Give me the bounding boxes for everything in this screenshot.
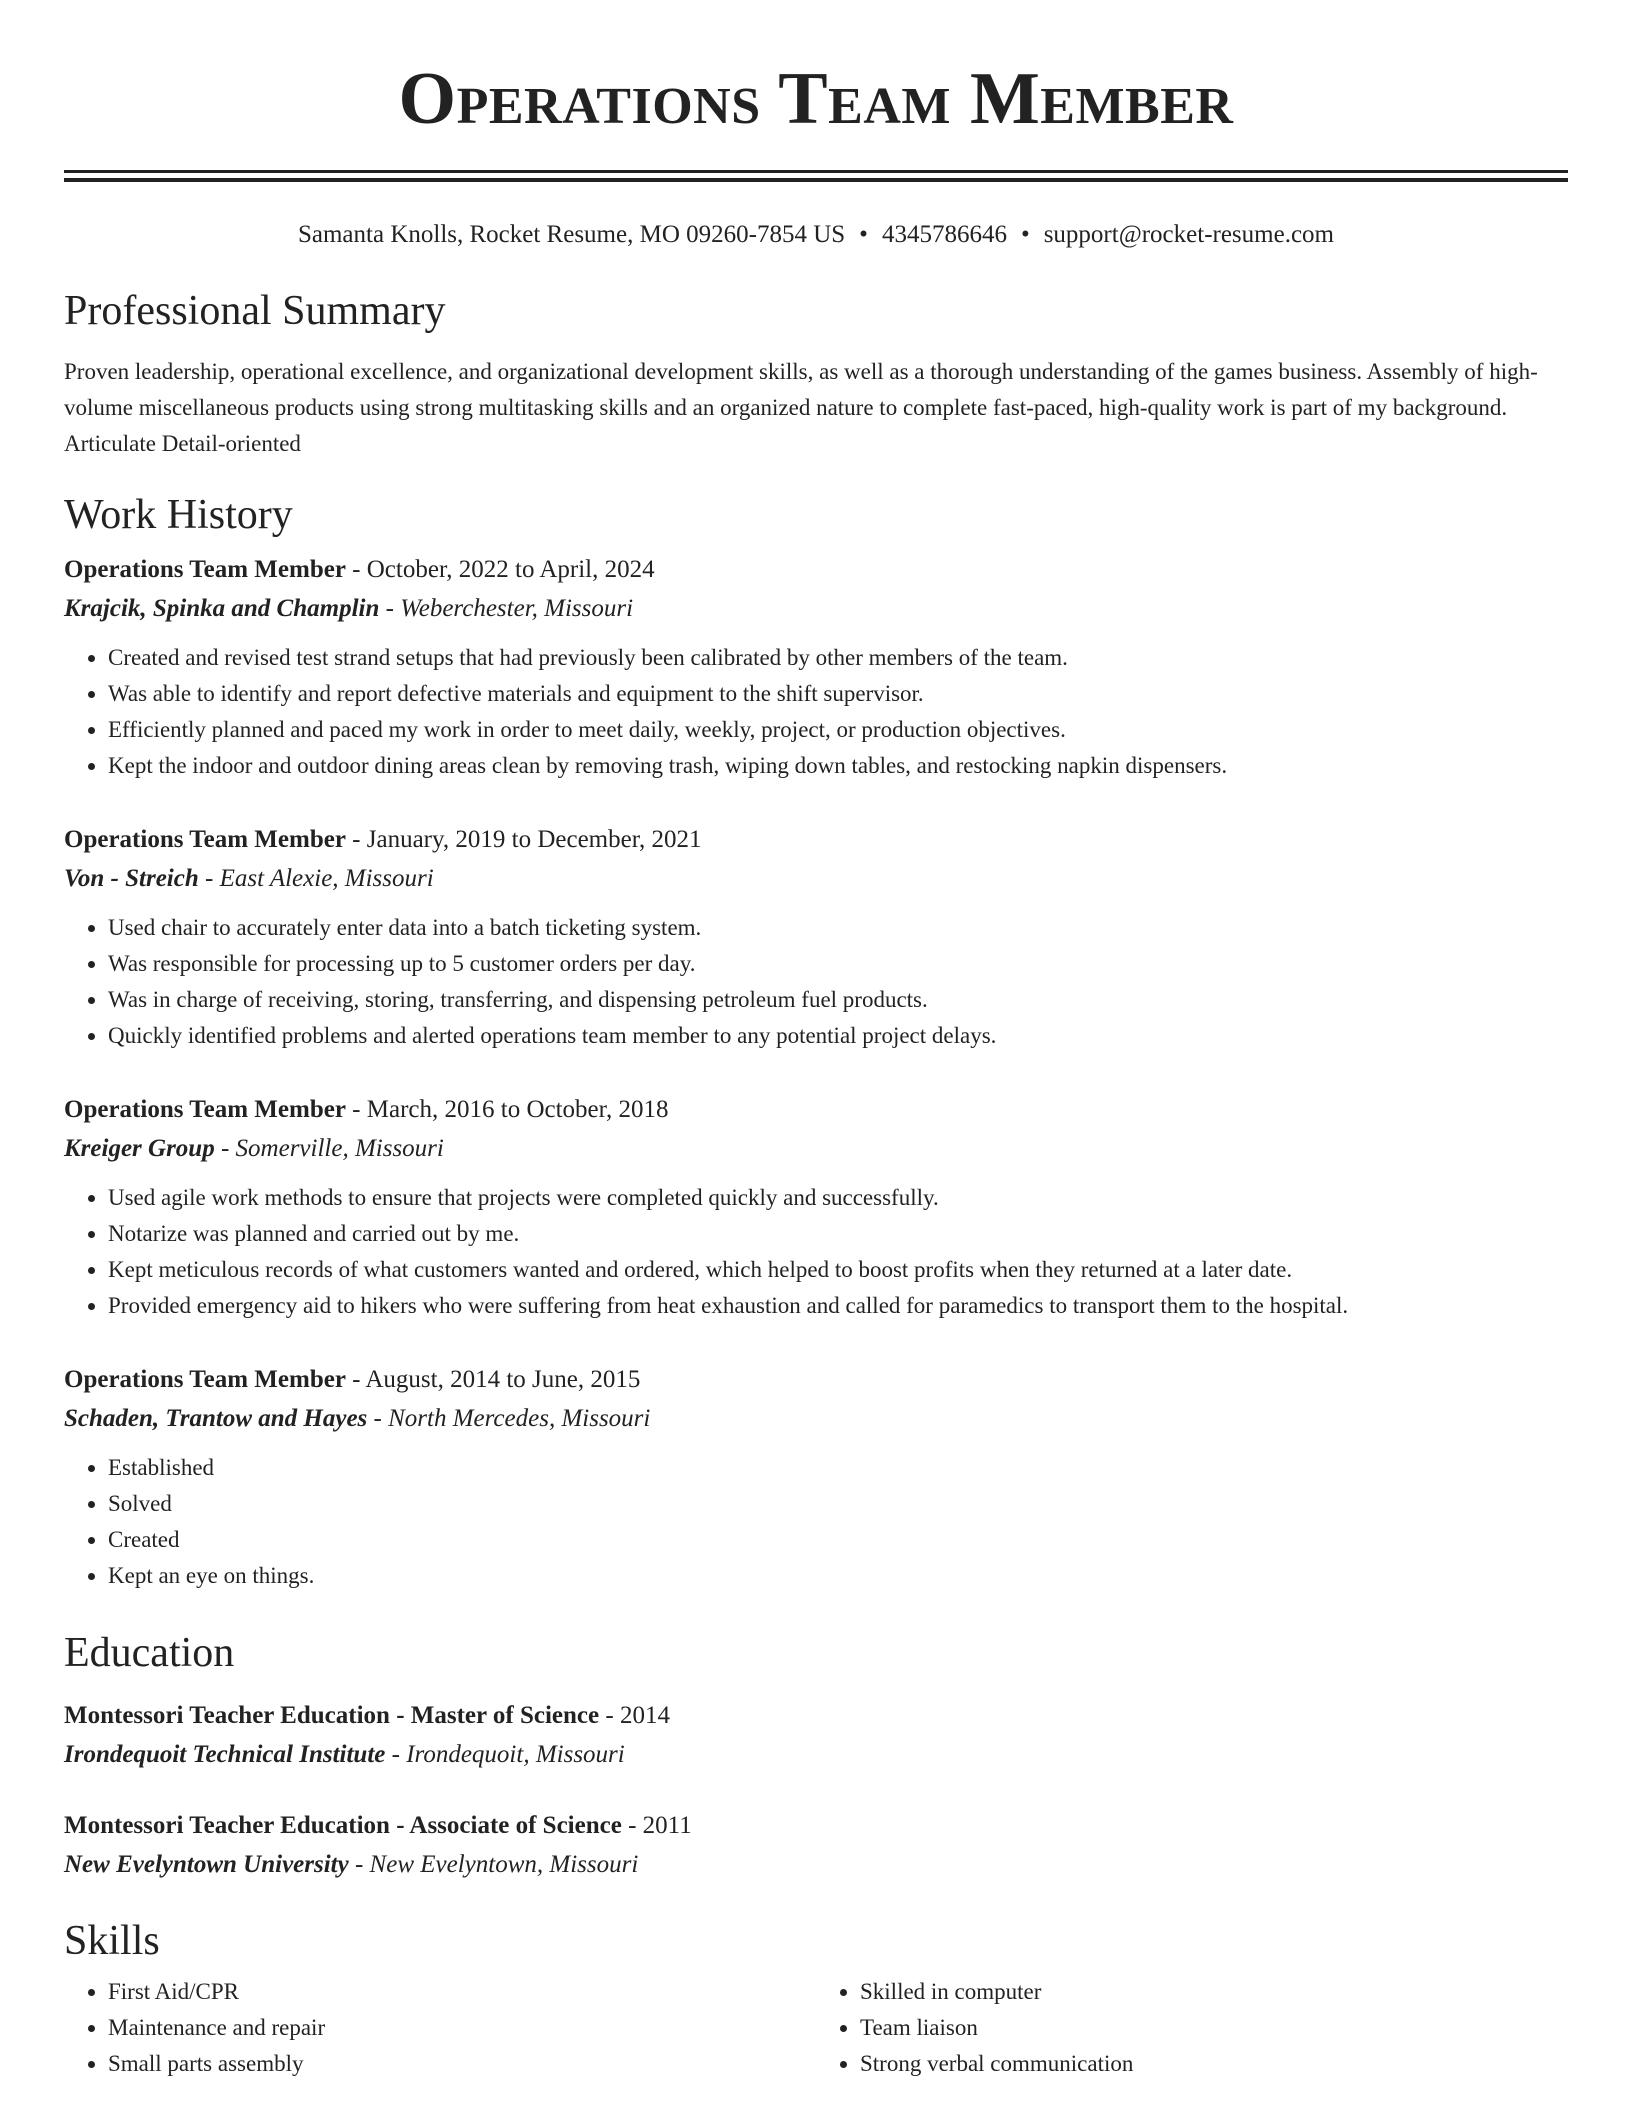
job-location: - Weberchester, Missouri [379, 595, 634, 622]
school-location: - New Evelyntown, Missouri [348, 1851, 639, 1878]
job-company-line [64, 859, 1568, 898]
job-bullet: • Efficiently planned and paced my work in order to meet daily, weekly, project, or production objectives. [108, 712, 1568, 748]
job-bullet: • Was in charge of receiving, storing, transferring, and dispensing petroleum fuel products. [108, 982, 1568, 1018]
job-title: Operations Team Member [64, 1366, 346, 1393]
contact-address: Samanta Knolls, Rocket Resume, MO 09260-7854 US [297, 221, 846, 248]
job-entry [64, 550, 1568, 784]
job-location: - North Mercedes, Missouri [367, 1405, 651, 1432]
job-bullets [64, 1450, 1568, 1594]
job-bullets [64, 1180, 1568, 1324]
title-divider [64, 170, 1568, 182]
job-bullets [64, 910, 1568, 1054]
contact-separator: • [859, 221, 868, 248]
job-dates: - January, 2019 to December, 2021 [345, 826, 702, 853]
skill-item: • Maintenance and repair [108, 2010, 816, 2046]
skill-item: • Small parts assembly [108, 2046, 816, 2082]
school: Irondequoit Technical Institute [64, 1741, 386, 1768]
degree-year: - 2011 [621, 1812, 692, 1839]
school-line [64, 1735, 1568, 1774]
skill-item: • Team liaison [860, 2010, 1568, 2046]
job-title-line [64, 820, 1568, 859]
job-bullets [64, 640, 1568, 784]
summary-text: Proven leadership, operational excellence, and organizational development skills, as well as a thorough understanding of the games business. Assembly of high-volume miscellaneous products using strong multitasking skills and an organized nature to complete fast-paced, high-quality work is part of my background. Articulate Detail-oriented [64, 359, 1538, 456]
job-bullet: • Was able to identify and report defective materials and equipment to the shift supervisor. [108, 676, 1568, 712]
job-company-line [64, 1399, 1568, 1438]
education-heading: Education [64, 1630, 235, 1676]
job-bullet: • Created [108, 1522, 1568, 1558]
job-entry [64, 1090, 1568, 1324]
job-company: Schaden, Trantow and Hayes [64, 1405, 368, 1432]
job-company-line [64, 1129, 1568, 1168]
job-bullet: • Kept an eye on things. [108, 1558, 1568, 1594]
skills-heading: Skills [64, 1918, 160, 1964]
skills-columns [64, 1974, 1568, 2082]
school: New Evelyntown University [64, 1851, 349, 1878]
work-history-heading: Work History [64, 492, 293, 538]
job-location: - East Alexie, Missouri [198, 865, 434, 892]
job-bullet: • Solved [108, 1486, 1568, 1522]
job-company-line [64, 589, 1568, 628]
job-bullet: • Kept meticulous records of what customers wanted and ordered, which helped to boost profits when they returned at a later date. [108, 1252, 1568, 1288]
degree-line [64, 1696, 1568, 1735]
job-bullet: • Created and revised test strand setups that had previously been calibrated by other members of the team. [108, 640, 1568, 676]
degree: Montessori Teacher Education - Associate of Science [64, 1812, 622, 1839]
job-entry [64, 1360, 1568, 1594]
job-title-line [64, 1090, 1568, 1129]
job-bullet: • Notarize was planned and carried out by me. [108, 1216, 1568, 1252]
school-line [64, 1845, 1568, 1884]
job-bullet: • Provided emergency aid to hikers who were suffering from heat exhaustion and called for paramedics to transport them to the hospital. [108, 1288, 1568, 1324]
job-bullet: • Established [108, 1450, 1568, 1486]
skills-right-column [816, 1974, 1568, 2082]
job-title-line [64, 550, 1568, 589]
job-dates: - October, 2022 to April, 2024 [345, 556, 655, 583]
job-dates: - March, 2016 to October, 2018 [345, 1096, 669, 1123]
job-company: Von - Streich [64, 865, 199, 892]
job-company: Kreiger Group [64, 1135, 215, 1162]
resume-title: Operations Team Member [398, 58, 1234, 140]
job-bullet: • Quickly identified problems and alerted operations team member to any potential project delays. [108, 1018, 1568, 1054]
skill-item: • Skilled in computer [860, 1974, 1568, 2010]
contact-phone: 4345786646 [881, 221, 1007, 248]
contact-line [64, 220, 1568, 250]
job-bullet: • Used chair to accurately enter data into a batch ticketing system. [108, 910, 1568, 946]
job-title: Operations Team Member [64, 826, 346, 853]
skills-left-column [64, 1974, 816, 2082]
job-title: Operations Team Member [64, 556, 346, 583]
job-location: - Somerville, Missouri [214, 1135, 444, 1162]
job-company: Krajcik, Spinka and Champlin [64, 595, 380, 622]
job-dates: - August, 2014 to June, 2015 [345, 1366, 641, 1393]
education-entry [64, 1806, 1568, 1884]
job-bullet: • Used agile work methods to ensure that projects were completed quickly and successfully. [108, 1180, 1568, 1216]
job-entry [64, 820, 1568, 1054]
degree-year: - 2014 [599, 1702, 670, 1729]
job-title-line [64, 1360, 1568, 1399]
skill-item: • Strong verbal communication [860, 2046, 1568, 2082]
skill-item: • First Aid/CPR [108, 1974, 816, 2010]
job-bullet: • Kept the indoor and outdoor dining areas clean by removing trash, wiping down tables, and restocking napkin dispensers. [108, 748, 1568, 784]
summary-heading: Professional Summary [64, 288, 446, 334]
degree: Montessori Teacher Education - Master of Science [64, 1702, 600, 1729]
job-title: Operations Team Member [64, 1096, 346, 1123]
contact-separator: • [1020, 221, 1030, 248]
job-bullet: • Was responsible for processing up to 5 customer orders per day. [108, 946, 1568, 982]
degree-line [64, 1806, 1568, 1845]
school-location: - Irondequoit, Missouri [385, 1741, 625, 1768]
education-entry [64, 1696, 1568, 1774]
contact-email: support@rocket-resume.com [1043, 221, 1334, 248]
